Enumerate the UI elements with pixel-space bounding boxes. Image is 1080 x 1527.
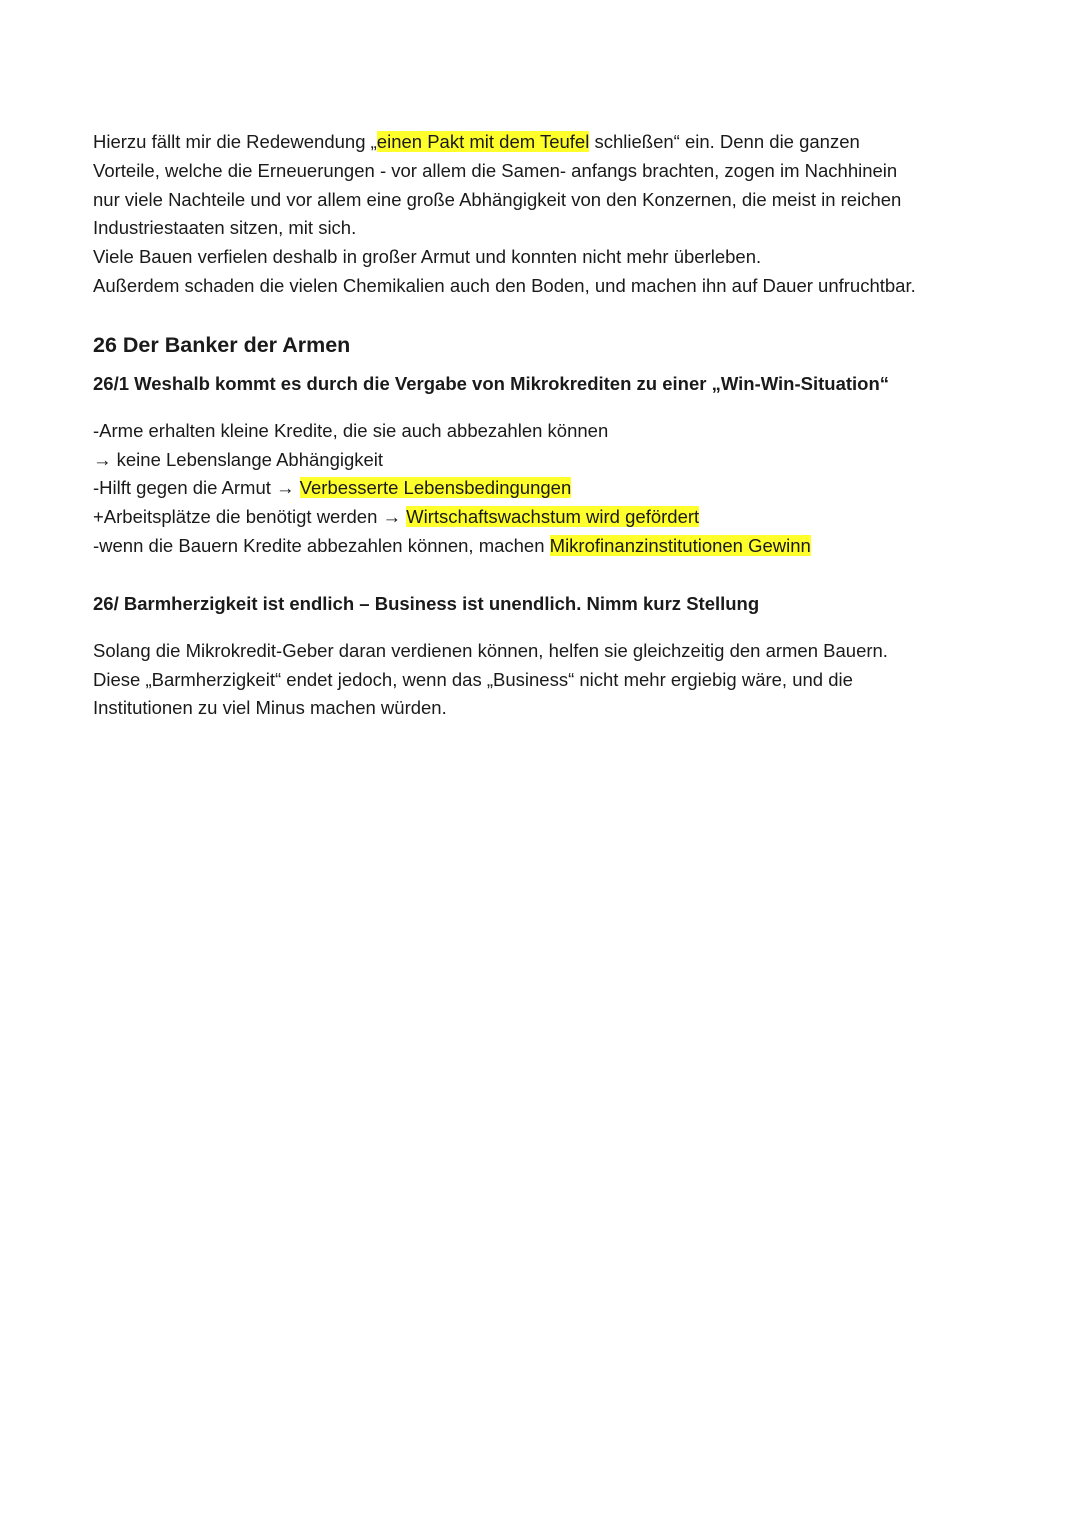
question-heading-2: 26/ Barmherzigkeit ist endlich – Business ist unendlich. Nimm kurz Stellung: [93, 592, 760, 614]
paragraph-line: Diese „Barmherzigkeit“ endet jedoch, wenn das „Business“ nicht mehr ergiebig wäre, und die: [93, 668, 853, 690]
paragraph-line: Industriestaaten sitzen, mit sich.: [93, 217, 357, 239]
list-item: -Hilft gegen die Armut → Verbesserte Lebensbedingungen: [93, 477, 572, 499]
list-item: +Arbeitsplätze die benötigt werden → Wirtschaftswachstum wird gefördert: [93, 506, 700, 528]
section-heading: 26 Der Banker der Armen: [93, 332, 351, 357]
answer-list-1: [93, 417, 993, 561]
paragraph-line: Solang die Mikrokredit-Geber daran verdienen können, helfen sie gleichzeitig den armen Bauern.: [93, 639, 888, 661]
answer-paragraph-2: [93, 637, 993, 723]
list-item: -Arme erhalten kleine Kredite, die sie auch abbezahlen können: [93, 419, 609, 441]
highlighted-phrase: einen Pakt mit dem Teufel: [376, 131, 590, 152]
document-page: [93, 128, 993, 723]
paragraph-line: Hierzu fällt mir die Redewendung „einen Pakt mit dem Teufel schließen“ ein. Denn die ganzen: [93, 131, 860, 152]
paragraph-line: Viele Bauen verfielen deshalb in großer Armut und konnten nicht mehr überleben.: [93, 246, 762, 268]
highlighted-phrase: Wirtschaftswachstum wird gefördert: [406, 506, 700, 528]
paragraph-line: Außerdem schaden die vielen Chemikalien auch den Boden, und machen ihn auf Dauer unfruchtbar.: [93, 274, 916, 296]
paragraph-line: Vorteile, welche die Erneuerungen - vor allem die Samen- anfangs brachten, zogen im Nachhinein: [93, 159, 898, 181]
list-item: → keine Lebenslange Abhängigkeit: [93, 448, 384, 470]
paragraph-line: nur viele Nachteile und vor allem eine große Abhängigkeit von den Konzernen, die meist in reichen: [93, 188, 902, 210]
highlighted-phrase: Mikrofinanzinstitutionen Gewinn: [549, 534, 811, 556]
intro-paragraph: [93, 128, 993, 301]
paragraph-line: Institutionen zu viel Minus machen würden.: [93, 697, 447, 719]
list-item: -wenn die Bauern Kredite abbezahlen können, machen Mikrofinanzinstitutionen Gewinn: [93, 534, 811, 556]
highlighted-phrase: Verbesserte Lebensbedingungen: [299, 477, 572, 499]
question-heading-1: 26/1 Weshalb kommt es durch die Vergabe von Mikrokrediten zu einer „Win-Win-Situation“: [93, 372, 890, 394]
